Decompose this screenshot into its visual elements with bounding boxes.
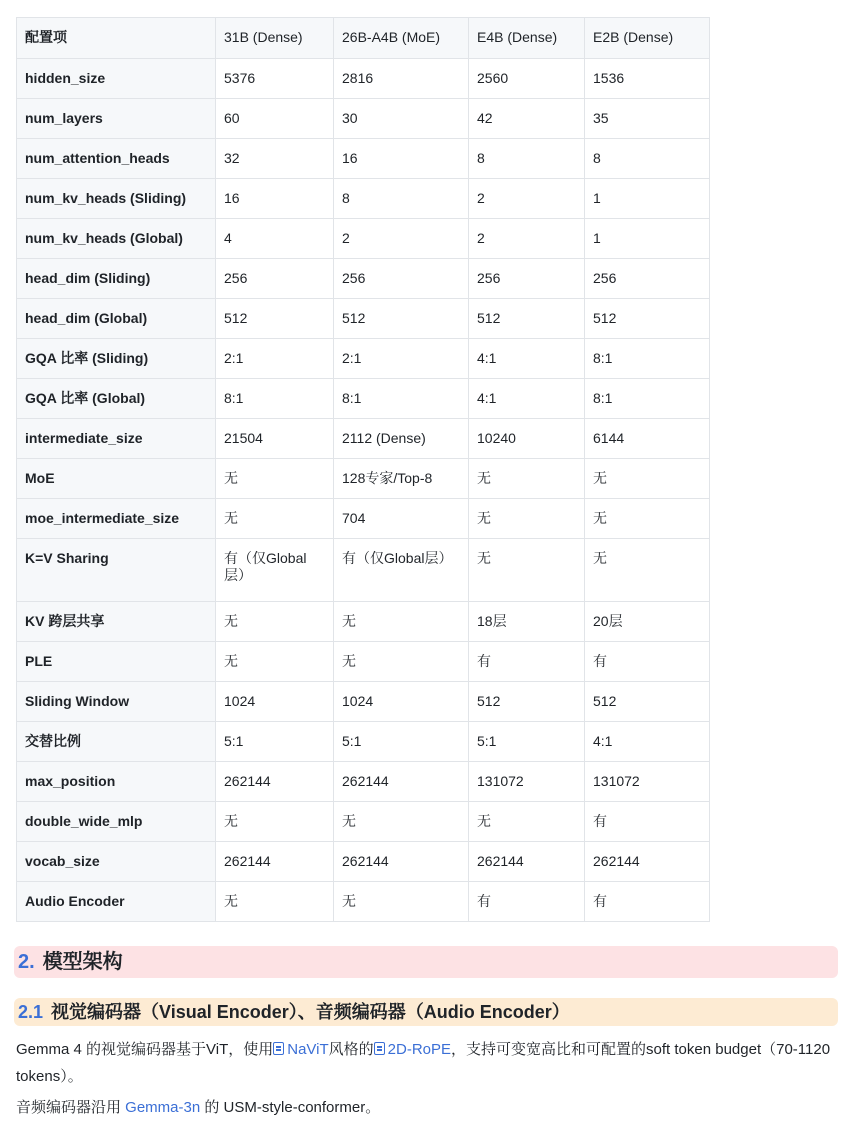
row-label: Sliding Window: [17, 682, 216, 722]
table-cell: 262144: [334, 762, 469, 802]
gemma-3n-link[interactable]: Gemma-3n: [125, 1099, 201, 1116]
table-cell: 131072: [585, 762, 710, 802]
table-cell: 2560: [469, 59, 585, 99]
table-row: [17, 299, 710, 339]
table-cell: 1024: [216, 682, 334, 722]
table-cell: 2112 (Dense): [334, 419, 469, 459]
table-cell: 有: [585, 882, 710, 922]
table-cell: 4:1: [469, 379, 585, 419]
row-label: GQA 比率 (Global): [17, 379, 216, 419]
para2-text-2: 的 USM-style-conformer。: [200, 1099, 381, 1116]
row-label: MoE: [17, 459, 216, 499]
table-cell: 262144: [216, 762, 334, 802]
table-row: [17, 602, 710, 642]
table-cell: 2: [469, 179, 585, 219]
header-e4b: E4B (Dense): [469, 18, 585, 59]
table-row: [17, 259, 710, 299]
navit-link-label: NaViT: [287, 1041, 329, 1058]
table-header-row: [17, 18, 710, 59]
table-cell: 无: [469, 539, 585, 602]
table-cell: 704: [334, 499, 469, 539]
table-cell: 8:1: [585, 339, 710, 379]
table-cell: 32: [216, 139, 334, 179]
row-label: intermediate_size: [17, 419, 216, 459]
header-31b: 31B (Dense): [216, 18, 334, 59]
table-row: [17, 139, 710, 179]
table-cell: 20层: [585, 602, 710, 642]
table-row: [17, 179, 710, 219]
section-2-number: 2.: [18, 951, 35, 973]
row-label: K=V Sharing: [17, 539, 216, 602]
header-config-item: 配置项: [17, 18, 216, 59]
table-cell: 512: [585, 299, 710, 339]
table-cell: 16: [334, 139, 469, 179]
table-cell: 262144: [216, 842, 334, 882]
table-row: [17, 339, 710, 379]
table-cell: 2816: [334, 59, 469, 99]
table-cell: 1: [585, 219, 710, 259]
table-cell: 无: [334, 602, 469, 642]
2d-rope-link-label: 2D-RoPE: [387, 1041, 452, 1058]
para1-text-3: ，支持可变宽高比和可配置的soft token budget（70-1120 tokens）。: [16, 1041, 831, 1085]
section-2-1-title-b: 、音频编码器（Audio Encoder）: [297, 1002, 570, 1022]
row-label: Audio Encoder: [17, 882, 216, 922]
table-row: [17, 682, 710, 722]
table-cell: 无: [216, 882, 334, 922]
table-cell: 5376: [216, 59, 334, 99]
row-label: head_dim (Sliding): [17, 259, 216, 299]
table-cell: 有（仅Global层）: [216, 539, 334, 602]
table-cell: 4:1: [469, 339, 585, 379]
table-cell: 无: [585, 539, 710, 602]
table-cell: 2:1: [334, 339, 469, 379]
table-row: [17, 99, 710, 139]
table-cell: 10240: [469, 419, 585, 459]
table-cell: 有: [585, 802, 710, 842]
table-cell: 无: [216, 802, 334, 842]
section-2-1-heading: [14, 998, 838, 1026]
table-cell: 128专家/Top-8: [334, 459, 469, 499]
table-cell: 16: [216, 179, 334, 219]
document-icon: [374, 1042, 385, 1055]
2d-rope-link[interactable]: [374, 1041, 451, 1058]
table-cell: 512: [334, 299, 469, 339]
table-cell: 2: [334, 219, 469, 259]
table-cell: 有: [469, 882, 585, 922]
section-2-title: 模型架构: [42, 951, 123, 973]
row-label: GQA 比率 (Sliding): [17, 339, 216, 379]
table-row: [17, 762, 710, 802]
row-label: KV 跨层共享: [17, 602, 216, 642]
table-row: [17, 219, 710, 259]
table-cell: 131072: [469, 762, 585, 802]
table-cell: 512: [585, 682, 710, 722]
table-cell: 8: [469, 139, 585, 179]
table-row: [17, 459, 710, 499]
table-cell: 1024: [334, 682, 469, 722]
table-cell: 5:1: [216, 722, 334, 762]
table-cell: 42: [469, 99, 585, 139]
table-cell: 无: [585, 499, 710, 539]
table-row: [17, 642, 710, 682]
table-row: [17, 59, 710, 99]
table-cell: 262144: [334, 842, 469, 882]
section-2-1-number: 2.1: [18, 1002, 44, 1022]
para2-text-1: 音频编码器沿用: [16, 1099, 126, 1116]
audio-encoder-paragraph: [16, 1096, 836, 1120]
table-row: [17, 842, 710, 882]
row-label: num_attention_heads: [17, 139, 216, 179]
table-cell: 60: [216, 99, 334, 139]
table-cell: 无: [334, 642, 469, 682]
row-label: hidden_size: [17, 59, 216, 99]
table-cell: 1: [585, 179, 710, 219]
table-cell: 有: [585, 642, 710, 682]
table-cell: 512: [469, 299, 585, 339]
table-row: [17, 802, 710, 842]
row-label: head_dim (Global): [17, 299, 216, 339]
table-cell: 5:1: [334, 722, 469, 762]
table-cell: 8:1: [334, 379, 469, 419]
row-label: PLE: [17, 642, 216, 682]
table-cell: 无: [334, 802, 469, 842]
table-cell: 无: [334, 882, 469, 922]
section-2-1-title-a: 视觉编码器（Visual Encoder）: [51, 1002, 298, 1022]
table-cell: 8:1: [216, 379, 334, 419]
table-row: [17, 499, 710, 539]
para1-text-2: 风格的: [328, 1041, 374, 1058]
table-cell: 无: [216, 499, 334, 539]
table-cell: 512: [469, 682, 585, 722]
table-cell: 256: [469, 259, 585, 299]
table-cell: 无: [216, 459, 334, 499]
para1-text-1: Gemma 4 的视觉编码器基于ViT，使用: [16, 1041, 274, 1058]
table-cell: 2:1: [216, 339, 334, 379]
row-label: num_kv_heads (Sliding): [17, 179, 216, 219]
table-cell: 8:1: [585, 379, 710, 419]
table-cell: 35: [585, 99, 710, 139]
row-label: moe_intermediate_size: [17, 499, 216, 539]
table-cell: 无: [216, 642, 334, 682]
table-cell: 256: [585, 259, 710, 299]
table-cell: 4:1: [585, 722, 710, 762]
table-cell: 8: [585, 139, 710, 179]
table-cell: 无: [469, 499, 585, 539]
header-26b: 26B-A4B (MoE): [334, 18, 469, 59]
table-cell: 无: [216, 602, 334, 642]
table-cell: 30: [334, 99, 469, 139]
navit-link[interactable]: [273, 1041, 328, 1058]
table-cell: 5:1: [469, 722, 585, 762]
table-cell: 无: [469, 459, 585, 499]
document-icon: [273, 1042, 284, 1055]
table-cell: 4: [216, 219, 334, 259]
table-cell: 8: [334, 179, 469, 219]
table-row: [17, 722, 710, 762]
table-row: [17, 539, 710, 602]
row-label: 交替比例: [17, 722, 216, 762]
row-label: max_position: [17, 762, 216, 802]
row-label: num_layers: [17, 99, 216, 139]
table-cell: 18层: [469, 602, 585, 642]
table-row: [17, 419, 710, 459]
section-2-heading: [14, 946, 838, 978]
table-cell: 262144: [469, 842, 585, 882]
row-label: num_kv_heads (Global): [17, 219, 216, 259]
vision-encoder-paragraph: [16, 1036, 836, 1090]
table-cell: 256: [334, 259, 469, 299]
table-cell: 有（仅Global层）: [334, 539, 469, 602]
table-cell: 262144: [585, 842, 710, 882]
table-cell: 无: [469, 802, 585, 842]
table-cell: 2: [469, 219, 585, 259]
config-table: [16, 17, 710, 922]
table-cell: 1536: [585, 59, 710, 99]
header-e2b: E2B (Dense): [585, 18, 710, 59]
table-row: [17, 379, 710, 419]
table-cell: 256: [216, 259, 334, 299]
table-cell: 有: [469, 642, 585, 682]
table-cell: 6144: [585, 419, 710, 459]
table-row: [17, 882, 710, 922]
table-cell: 512: [216, 299, 334, 339]
table-cell: 21504: [216, 419, 334, 459]
row-label: vocab_size: [17, 842, 216, 882]
row-label: double_wide_mlp: [17, 802, 216, 842]
table-cell: 无: [585, 459, 710, 499]
